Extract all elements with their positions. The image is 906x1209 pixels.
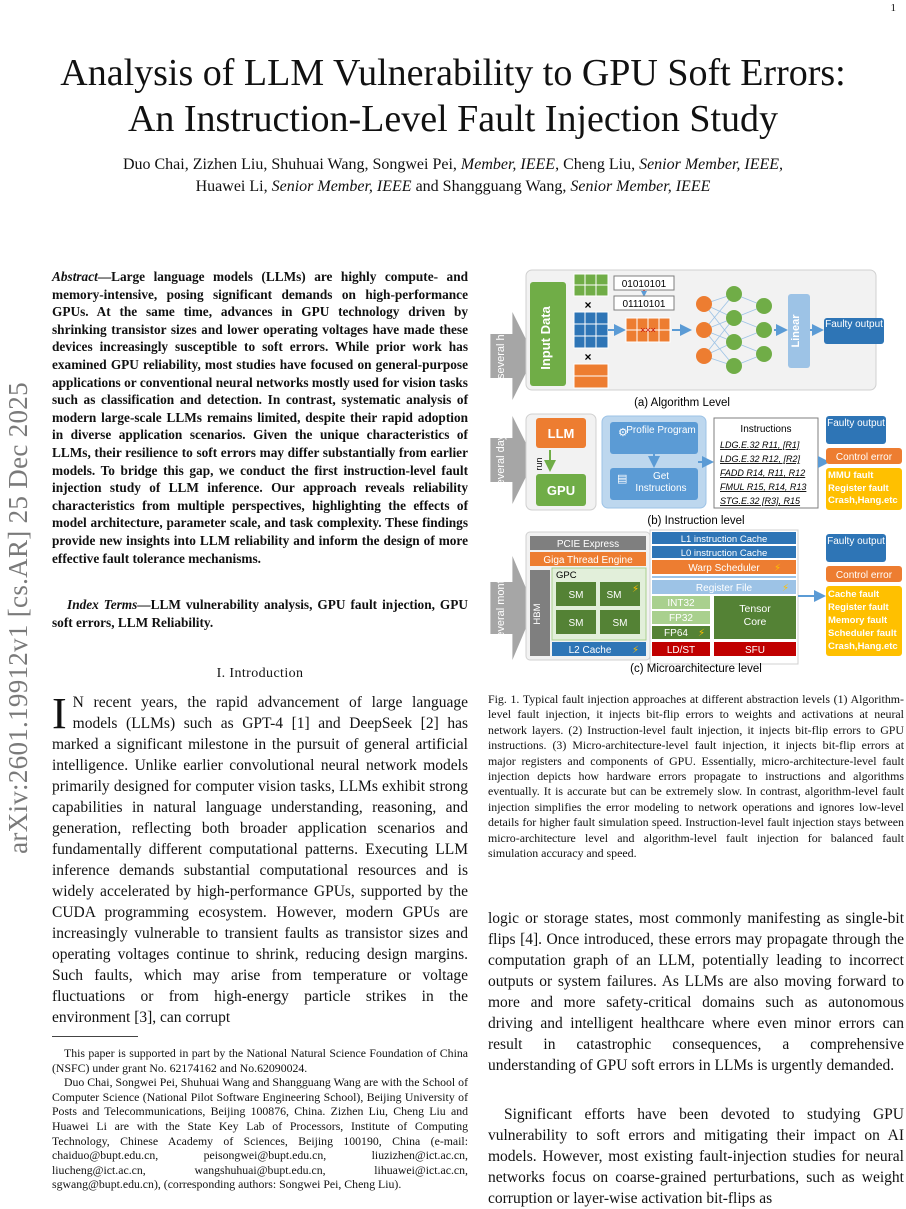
page-number: 1 bbox=[890, 2, 896, 14]
weight-matrix-green bbox=[574, 274, 608, 296]
register-file-label: Register File bbox=[695, 583, 753, 594]
instruction-line: LDG.E.32 R12, [R2] bbox=[720, 454, 801, 464]
gpu-box-label: GPU bbox=[546, 483, 576, 498]
faulty-output-b: Faulty output bbox=[827, 418, 885, 429]
lightning-icon: ⚡ bbox=[632, 645, 640, 656]
tensor-core-label: Tensor Core bbox=[739, 603, 771, 628]
arxiv-identifier: arXiv:2601.19912v1 [cs.AR] 25 Dec 2025 bbox=[3, 382, 33, 854]
panel-b-caption: (b) Instruction level bbox=[647, 515, 745, 527]
figure-1 bbox=[486, 266, 906, 678]
weight-matrix-orange bbox=[574, 364, 608, 388]
control-error-c: Control error bbox=[835, 570, 893, 581]
profile-program-label: Profile Program bbox=[626, 425, 696, 436]
run-label: run bbox=[534, 457, 544, 471]
fp32-label: FP32 bbox=[669, 613, 693, 624]
author-name: Cheng Liu, bbox=[563, 156, 636, 173]
footnote-funding: This paper is supported in part by the National Natural Science Foundation of China (NSFC) under grant No. 62174162 and No.62090024. bbox=[52, 1046, 468, 1075]
int32-label: INT32 bbox=[667, 598, 695, 609]
hbm-label: HBM bbox=[532, 603, 543, 625]
section-heading: I. Introduction bbox=[216, 666, 304, 681]
author-membership: Senior Member, IEEE bbox=[271, 178, 412, 195]
abstract-label: Abstract bbox=[52, 269, 98, 284]
sfu-label: SFU bbox=[745, 645, 765, 656]
linear-layer-label: Linear bbox=[790, 314, 802, 348]
index-terms bbox=[52, 596, 468, 631]
control-error-b: Control error bbox=[835, 452, 893, 463]
footnote-affiliations: Duo Chai, Songwei Pei, Shuhuai Wang and Shangguang Wang are with the School of Computer Science (National Pilot Software Engineering School), Beijing University of Posts and Telecommunications, Beijing 100876, China. Zizhen Liu, Cheng Liu and Huawei Li are with the State Key Lab of Processors, Institute of Computing Technology, Chinese Academy of Sciences, Beijing 100190, China (e-mail: chaiduo@bupt.edu.cn, peisongwei@bupt.edu.cn, liuzizhen@ict.ac.cn, liucheng@ict.ac.cn, wangshuhuai@bupt.edu.cn, lihuawei@ict.ac.cn, sgwang@bupt.edu.cn), (corresponding authors: Songwei Pei, Cheng Liu). bbox=[52, 1075, 468, 1192]
index-terms-label: Index Terms bbox=[67, 597, 138, 612]
hardware-fault-list: Cache fault Register fault Memory fault Scheduler fault Crash,Hang.etc bbox=[828, 589, 898, 652]
panel-instruction-level bbox=[490, 414, 902, 527]
paper-title bbox=[40, 50, 866, 142]
drop-cap: I bbox=[52, 689, 67, 738]
author-name: Huawei Li, bbox=[195, 178, 268, 195]
l2-cache-label: L2 Cache bbox=[568, 645, 612, 656]
author-membership: Member, IEEE bbox=[460, 156, 556, 173]
instruction-line: FADD R14, R11, R12 bbox=[720, 468, 806, 478]
index-terms-text: —LLM vulnerability analysis, GPU fault injection, GPU soft errors, LLM Reliability. bbox=[52, 597, 468, 630]
svg-text:×: × bbox=[584, 350, 592, 364]
instruction-line: STG.E.32 [R3], R15 bbox=[720, 496, 801, 506]
panel-c-caption: (c) Microarchitecture level bbox=[630, 663, 762, 675]
mmu-fault-list: MMU fault Register fault Crash,Hang.etc bbox=[828, 470, 898, 506]
footnote bbox=[52, 1046, 468, 1192]
bit-string-original: 01010101 bbox=[621, 279, 667, 290]
fp64-label: FP64 bbox=[664, 628, 688, 639]
svg-text:×: × bbox=[584, 298, 592, 312]
llm-box-label: LLM bbox=[547, 426, 575, 441]
author-list bbox=[40, 154, 866, 198]
lightning-icon: ⚡ bbox=[632, 584, 640, 595]
lightning-icon: ⚡ bbox=[698, 628, 706, 639]
abstract-text: —Large language models (LLMs) are highly compute- and memory-intensive, posing significant demands on high-performance GPUs. At the same time, advances in GPU technology driven by shrinking transistor sizes and lower operating voltages have made these devices increasingly susceptible to soft errors. While prior work has examined GPU reliability, most studies have focused on general-purpose applications or conventional neural networks mostly used for vision tasks such as classification and detection. In contrast, systematic analysis of modern large-scale LLMs remains limited, despite their rapid adoption in diverse application scenarios. Given the unique characteristics of LLMs, their resilience to soft errors may differ substantially from earlier models. To bridge this gap, we conduct the first instruction-level fault injection study of LLM inference. Our approach reveals reliability characteristics from multiple perspectives, highlighting the effects of model architecture, parameter scale, and task complexity. These findings provide new insights into LLM reliability and inform the design of more effective fault tolerance mechanisms. bbox=[52, 269, 468, 566]
faulty-output-c: Faulty output bbox=[827, 536, 885, 547]
footnote-divider bbox=[52, 1036, 138, 1037]
panel-algorithm-level bbox=[490, 270, 884, 409]
panel-microarchitecture-level bbox=[490, 530, 902, 675]
svg-text:×××: ××× bbox=[640, 325, 656, 335]
bit-string-flipped: 01110101 bbox=[622, 299, 666, 310]
intro-paragraph-left bbox=[52, 689, 468, 1028]
instruction-line: FMUL R15, R14, R13 bbox=[720, 482, 807, 492]
intro-paragraph-right-1: logic or storage states, most commonly manifesting as single-bit flips [4]. Once introduced, these errors may propagate through the computation graph of an LLM, potentially leading to incorrect outputs or system failures. As LLMs are also moving forward to more and more safety-critical domains such as autonomous driving and intelligent healthcare where even minor errors can result in catastrophic consequences, a comprehensive understanding of GPU soft errors in LLMs is urgently demanded. bbox=[488, 910, 904, 1074]
l1-cache-label: L1 instruction Cache bbox=[680, 534, 768, 545]
get-instructions-label: Get Instructions bbox=[635, 471, 687, 494]
author-line-2 bbox=[40, 176, 866, 198]
abstract bbox=[52, 268, 468, 567]
panel-a-caption: (a) Algorithm Level bbox=[634, 397, 730, 409]
author-line-1: Duo Chai, Zizhen Liu, Shuhuai Wang, Songwei Pei, Member, IEEE, Cheng Liu, Senior Member, IEEE, bbox=[122, 156, 784, 173]
author-name: and Shangguang Wang, bbox=[415, 178, 567, 195]
warp-scheduler-label: Warp Scheduler bbox=[688, 563, 760, 574]
sm-label: SM bbox=[612, 618, 628, 629]
intro-text: N recent years, the rapid advancement of large language models (LLMs) such as GPT-4 [1] and DeepSeek [2] has marked a significant milestone in the pursuit of general artificial intelligence. Unlike earlier convolutional neural network models primarily designed for computer vision tasks, LLMs exhibit strong capabilities in natural language understanding, reasoning, and generation, reflecting both broader application scenarios and fundamentally different computational patterns. Executing LLM inference demands substantial computational resources and is widely accelerated by high-performance GPUs, supported by the CUDA programming ecosystem. However, modern GPUs are increasingly vulnerable to transient faults as transistor sizes and operating voltages continue to shrink, reducing design margins. Such faults, which may arise from temperature or voltage fluctuations or from high-energy particle strikes in the environment [3], can corrupt bbox=[52, 694, 468, 1026]
author-names: Duo Chai, Zizhen Liu, Shuhuai Wang, Songwei Pei, bbox=[122, 156, 457, 173]
sm-label: SM bbox=[568, 590, 584, 601]
time-label-days: several days bbox=[495, 429, 507, 491]
intro-paragraph-right-2: Significant efforts have been devoted to studying GPU vulnerability to soft errors and mitigating their impact on AI models. However, most existing fault-injection studies for neural networks focus on coarse-grained perturbations, such as weight corruption or layer-wise activation bit-flips as bbox=[488, 1106, 904, 1207]
sm-label: SM bbox=[606, 590, 622, 601]
author-membership: Senior Member, IEEE, bbox=[639, 156, 784, 173]
figure-caption: Fig. 1. Typical fault injection approaches at different abstraction levels (1) Algorithm-level fault injection, it injects bit-flip errors to weights and activations at neural network layers. (2) Instruction-level fault injection, it injects bit-flip errors to GPU instructions. (3) Micro-architecture-level fault injection, it injects bit-flip errors at major registers and components of GPU. Essentially, micro-architecture-level fault injection depicts how hardware errors propagate to instructions and algorithms eventually. It is accurate but can be extremely slow. In contrast, algorithm-level fault injection simplifies the error modeling to network operations and ignores low-level details for higher fault simulation speed. Instruction-level fault injection stays between micro-architecture level and algorithm-level fault injection for balanced fault simulation accuracy and speed. bbox=[488, 692, 904, 861]
pcie-express-label: PCIE Express bbox=[556, 539, 620, 550]
title-line-2: An Instruction-Level Fault Injection Study bbox=[127, 98, 779, 140]
sm-label: SM bbox=[568, 618, 584, 629]
weight-matrix-blue bbox=[574, 312, 608, 348]
instruction-list bbox=[720, 440, 806, 506]
time-label-months: several months bbox=[495, 568, 507, 644]
time-label-hours: several hours bbox=[495, 312, 507, 380]
instruction-line: LDG.E.32 R11, [R1] bbox=[720, 440, 800, 450]
activation-grid bbox=[626, 318, 670, 342]
faulty-output-a: Faulty output bbox=[825, 319, 883, 330]
ld-st-label: LD/ST bbox=[666, 645, 696, 656]
instructions-title: Instructions bbox=[740, 424, 792, 435]
lightning-icon: ⚡ bbox=[774, 563, 782, 574]
title-line-1: Analysis of LLM Vulnerability to GPU Soft Errors: bbox=[60, 52, 846, 94]
gear-icon: ⚙ bbox=[618, 427, 628, 439]
gpc-label: GPC bbox=[556, 570, 577, 581]
giga-thread-engine-label: Giga Thread Engine bbox=[543, 555, 633, 566]
author-membership: Senior Member, IEEE bbox=[570, 178, 711, 195]
document-icon: ▤ bbox=[617, 473, 628, 485]
lightning-icon: ⚡ bbox=[782, 583, 790, 594]
l0-cache-label: L0 instruction Cache bbox=[680, 548, 768, 559]
input-data-label: Input Data bbox=[538, 306, 553, 370]
